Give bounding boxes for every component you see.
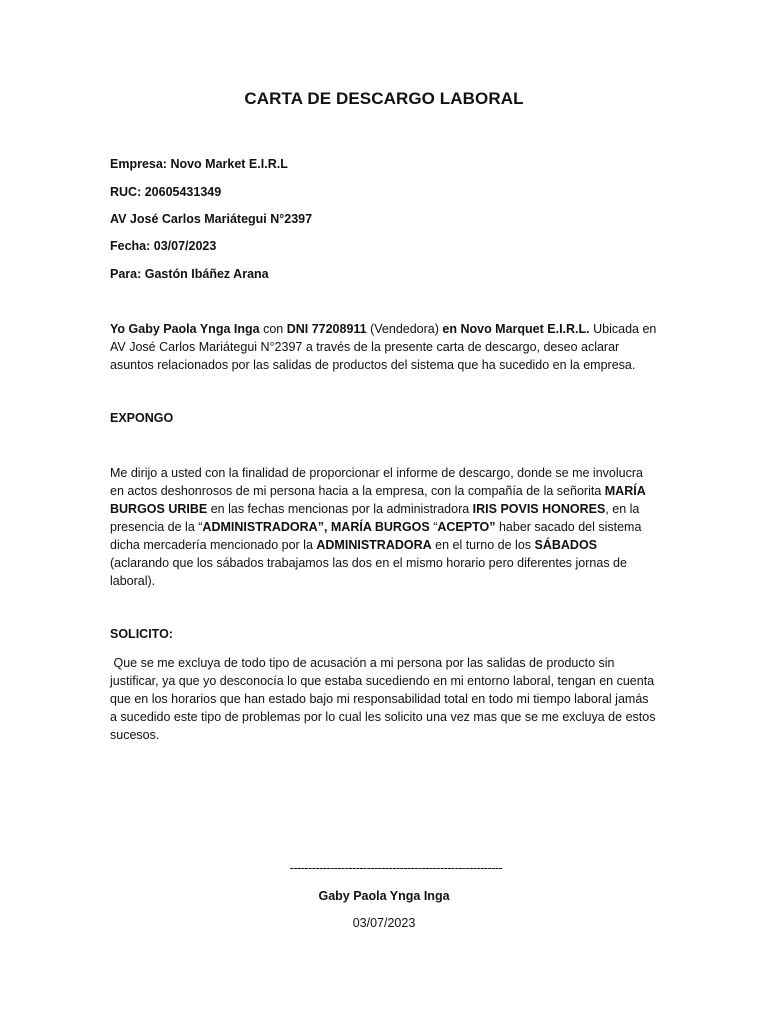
expongo-bold-6: SÁBADOS	[534, 538, 598, 552]
expongo-bold-5: ADMINISTRADORA	[316, 538, 432, 552]
signature-line: ----------------------------------------------------------	[289, 861, 503, 875]
expongo-text-4: “	[429, 520, 438, 534]
signature-name: Gaby Paola Ynga Inga	[318, 889, 450, 903]
expongo-bold-1: MARÍA BURGOS URIBE	[110, 484, 646, 516]
intro-text-3: Ubicada en AV José Carlos Mariátegui N°2397 a través de la presente carta de descargo, deseo aclarar asuntos relacionados por las salidas de productos del sistema que ha sucedido en la empresa.	[110, 322, 657, 372]
expongo-heading: EXPONGO	[110, 411, 174, 425]
intro-paragraph	[110, 320, 658, 374]
solicito-paragraph: Que se me excluya de todo tipo de acusación a mi persona por las salidas de producto sin justificar, ya que yo desconocía lo que estaba sucediendo en mi entorno laboral, tengan en cuenta que en los horarios que han estado bajo mi responsabilidad total en todo mi tiempo laboral jamás a sucedido este tipo de problemas por lo cual les solicito una vez mas que se me excluya de estos sucesos.	[110, 656, 659, 742]
expongo-bold-2: IRIS POVIS HONORES	[472, 502, 606, 516]
expongo-text-7: (aclarando que los sábados trabajamos las dos en el mismo horario pero diferentes jornas de laboral).	[110, 556, 627, 588]
header-para: Para: Gastón Ibáñez Arana	[110, 267, 269, 281]
header-empresa: Empresa: Novo Market E.I.R.L	[110, 157, 288, 171]
intro-text-1: con	[259, 322, 287, 336]
expongo-bold-4: ACEPTO”	[437, 520, 496, 534]
intro-company: en Novo Marquet E.I.R.L.	[442, 322, 590, 336]
intro-text-2: (Vendedora)	[366, 322, 443, 336]
expongo-paragraph	[110, 464, 658, 590]
expongo-text-5: haber sacado del sistema dicha mercadería mencionado por la	[110, 520, 642, 552]
intro-dni: DNI 77208911	[286, 322, 367, 336]
header-direccion: AV José Carlos Mariátegui N°2397	[110, 212, 313, 226]
document-title: CARTA DE DESCARGO LABORAL	[244, 89, 524, 108]
expongo-text-3: , en la presencia de la “	[110, 502, 640, 534]
header-ruc: RUC: 20605431349	[110, 185, 222, 199]
expongo-text-1: Me dirijo a usted con la finalidad de proporcionar el informe de descargo, donde se me involucra en actos deshonrosos de mi persona hacia a la empresa, con la compañía de la señorita	[110, 466, 643, 498]
solicito-heading: SOLICITO:	[110, 627, 173, 641]
expongo-text-6: en el turno de los	[431, 538, 535, 552]
expongo-bold-3: ADMINISTRADORA”, MARÍA BURGOS	[202, 520, 430, 534]
expongo-text-2: en las fechas mencionas por la administradora	[207, 502, 473, 516]
signature-date: 03/07/2023	[352, 916, 416, 930]
intro-name: Yo Gaby Paola Ynga Inga	[110, 322, 260, 336]
header-fecha: Fecha: 03/07/2023	[110, 239, 217, 253]
